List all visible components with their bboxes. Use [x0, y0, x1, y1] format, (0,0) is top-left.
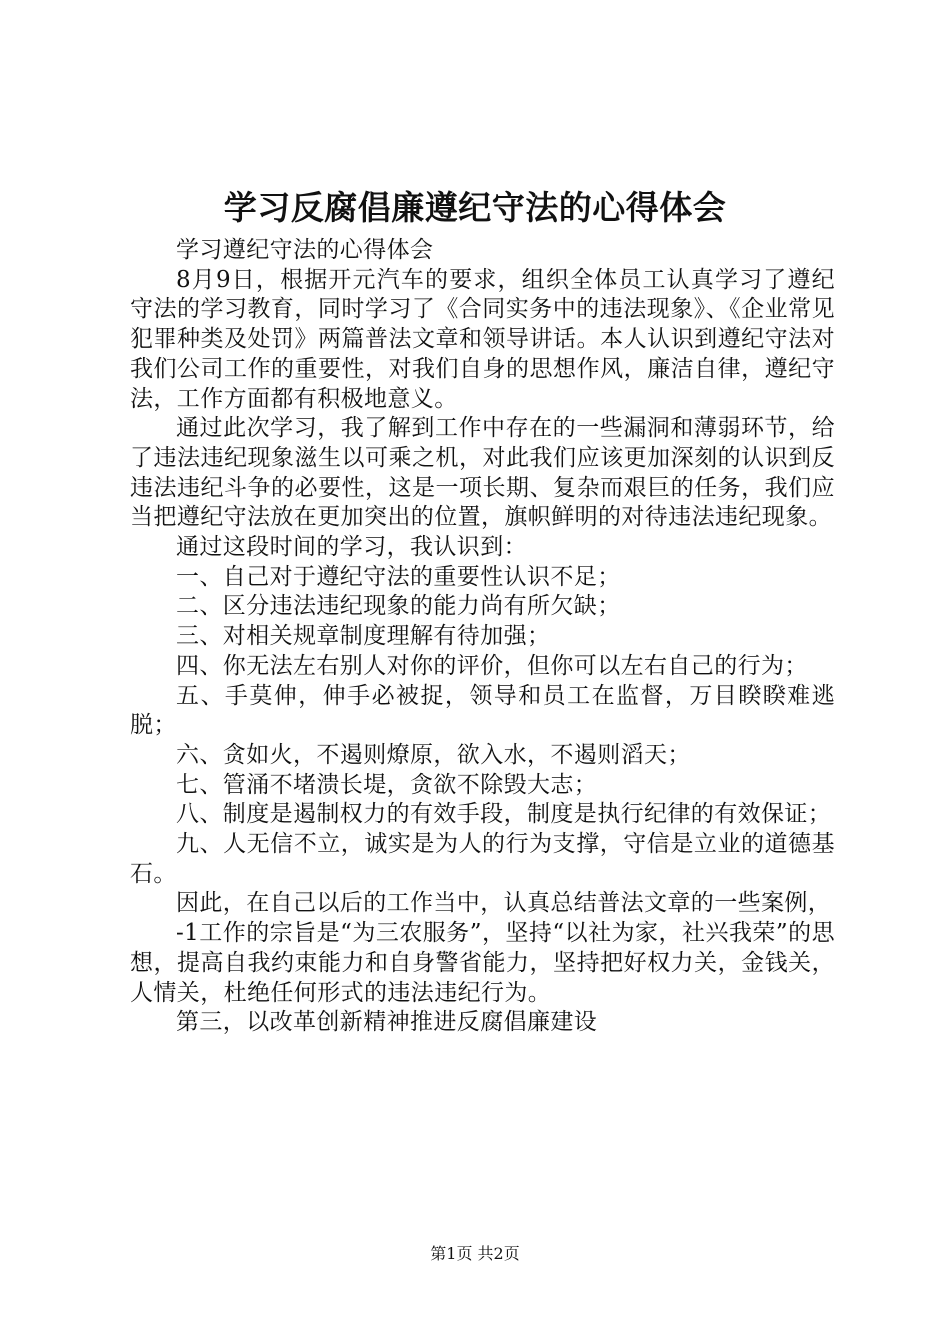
paragraph: 八、制度是遏制权力的有效手段，制度是执行纪律的有效保证； [176, 801, 832, 828]
paragraph: 因此，在自己以后的工作当中，认真总结普法文章的一些案例， [176, 890, 832, 917]
paragraph: 通过此次学习，我了解到工作中存在的一些漏洞和薄弱环节，给了违法违纪现象滋生以可乘之机，对此我们应该更加深刻的认识到反违法违纪斗争的必要性，这是一项长期、复杂而艰巨的任务，我们应当把遵纪守法放在更加突出的位置，旗帜鲜明的对待违法违纪现象。 [130, 415, 835, 531]
paragraph: 五、手莫伸，伸手必被捉，领导和员工在监督，万目睽睽难逃脱； [130, 682, 835, 739]
paragraph: 通过这段时间的学习，我认识到： [176, 534, 527, 561]
paragraph: 第三，以改革创新精神推进反腐倡廉建设 [176, 1009, 598, 1036]
paragraph: 九、人无信不立，诚实是为人的行为支撑，守信是立业的道德基石。 [130, 831, 835, 887]
paragraph: 二、区分违法违纪现象的能力尚有所欠缺； [176, 593, 621, 620]
paragraph: 学习遵纪守法的心得体会 [176, 237, 434, 263]
paragraph: 四、你无法左右别人对你的评价，但你可以左右自己的行为； [176, 652, 808, 679]
paragraph: 8月9日，根据开元汽车的要求，组织全体员工认真学习了遵纪守法的学习教育，同时学习了《合同实务中的违法现象》、《企业常见犯罪种类及处罚》两篇普法文章和领导讲话。本人认识到遵纪守法对我们公司工作的重要性，对我们自身的思想作风，廉洁自律，遵纪守法，工作方面都有积极地意义。 [130, 266, 835, 412]
document-title: 学习反腐倡廉遵纪守法的心得体会 [223, 188, 727, 227]
paragraph: 六、贪如火，不遏则燎原，欲入水，不遏则滔天； [176, 741, 691, 768]
document-body [130, 236, 835, 1038]
paragraph: 三、对相关规章制度理解有待加强； [176, 623, 551, 650]
page-footer: 第1页 共2页 [430, 1244, 520, 1263]
paragraph: 七、管涌不堵溃长堤，贪欲不除毁大志； [176, 771, 598, 798]
paragraph: -1工作的宗旨是“为三农服务”，坚持“以社为家，社兴我荣”的思想，提高自我约束能力和自身警省能力，坚持把好权力关，金钱关，人情关，杜绝任何形式的违法违纪行为。 [130, 920, 835, 1006]
paragraph: 一、自己对于遵纪守法的重要性认识不足； [176, 563, 621, 590]
